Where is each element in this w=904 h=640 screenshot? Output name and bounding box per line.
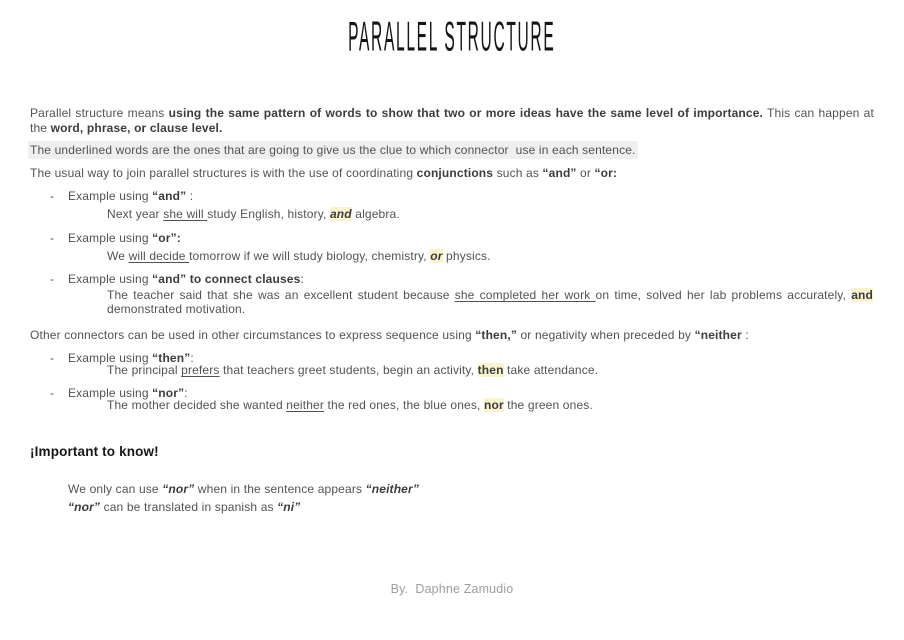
example-nor-sentence: The mother decided she wanted neither the red ones, the blue ones, nor the green ones. <box>107 398 593 412</box>
example-and-label <box>50 189 750 204</box>
example-then-sentence: The principal prefers that teachers greet students, begin an activity, then take attendance. <box>107 363 599 377</box>
example-or-label <box>50 231 750 246</box>
example-and-sentence: Next year she will study English, history, and algebra. <box>107 207 400 221</box>
usual-way-paragraph: The usual way to join parallel structures is with the use of coordinating conjunctions such as “and” or “or: <box>30 166 618 180</box>
other-connectors-paragraph: Other connectors can be used in other circumstances to express sequence using “then,” or negativity when preceded by “neither : <box>30 328 749 342</box>
bullet-dash: - <box>50 189 55 203</box>
underlined-note: The underlined words are the ones that are going to give us the clue to which connector use in each sentence. <box>30 143 636 157</box>
bullet-dash: - <box>50 351 55 365</box>
page-title: PARALLEL STRUCTURE <box>348 13 556 60</box>
example-and-clauses-sentence: The teacher said that she was an excellent student because she completed her work on time, solved her lab problems accurately, and demonstrated motivation. <box>107 288 877 316</box>
intro-paragraph: Parallel structure means using the same pattern of words to show that two or more ideas have the same level of importance. This can happen at the word, phrase, or clause level. <box>30 106 878 135</box>
example-label-text: Example using “and” : <box>68 189 194 203</box>
example-label-text: Example using “or”: <box>68 231 181 245</box>
important-line-1: We only can use “nor” when in the sentence appears “neither” <box>68 482 419 496</box>
title-block <box>0 13 904 60</box>
important-line-2: “nor” can be translated in spanish as “ni” <box>68 500 301 514</box>
example-label-text: Example using “and” to connect clauses: <box>68 272 304 286</box>
author-credit: By. Daphne Zamudio <box>390 582 514 596</box>
example-label-text: Example using “nor”: <box>68 386 188 400</box>
bullet-dash: - <box>50 231 55 245</box>
important-heading: ¡Important to know! <box>30 444 159 459</box>
bullet-dash: - <box>50 272 55 286</box>
example-or-sentence: We will decide tomorrow if we will study biology, chemistry, or physics. <box>107 249 491 263</box>
example-and-clauses-label <box>50 272 750 287</box>
example-label-text: Example using “then”: <box>68 351 194 365</box>
bullet-dash: - <box>50 386 55 400</box>
